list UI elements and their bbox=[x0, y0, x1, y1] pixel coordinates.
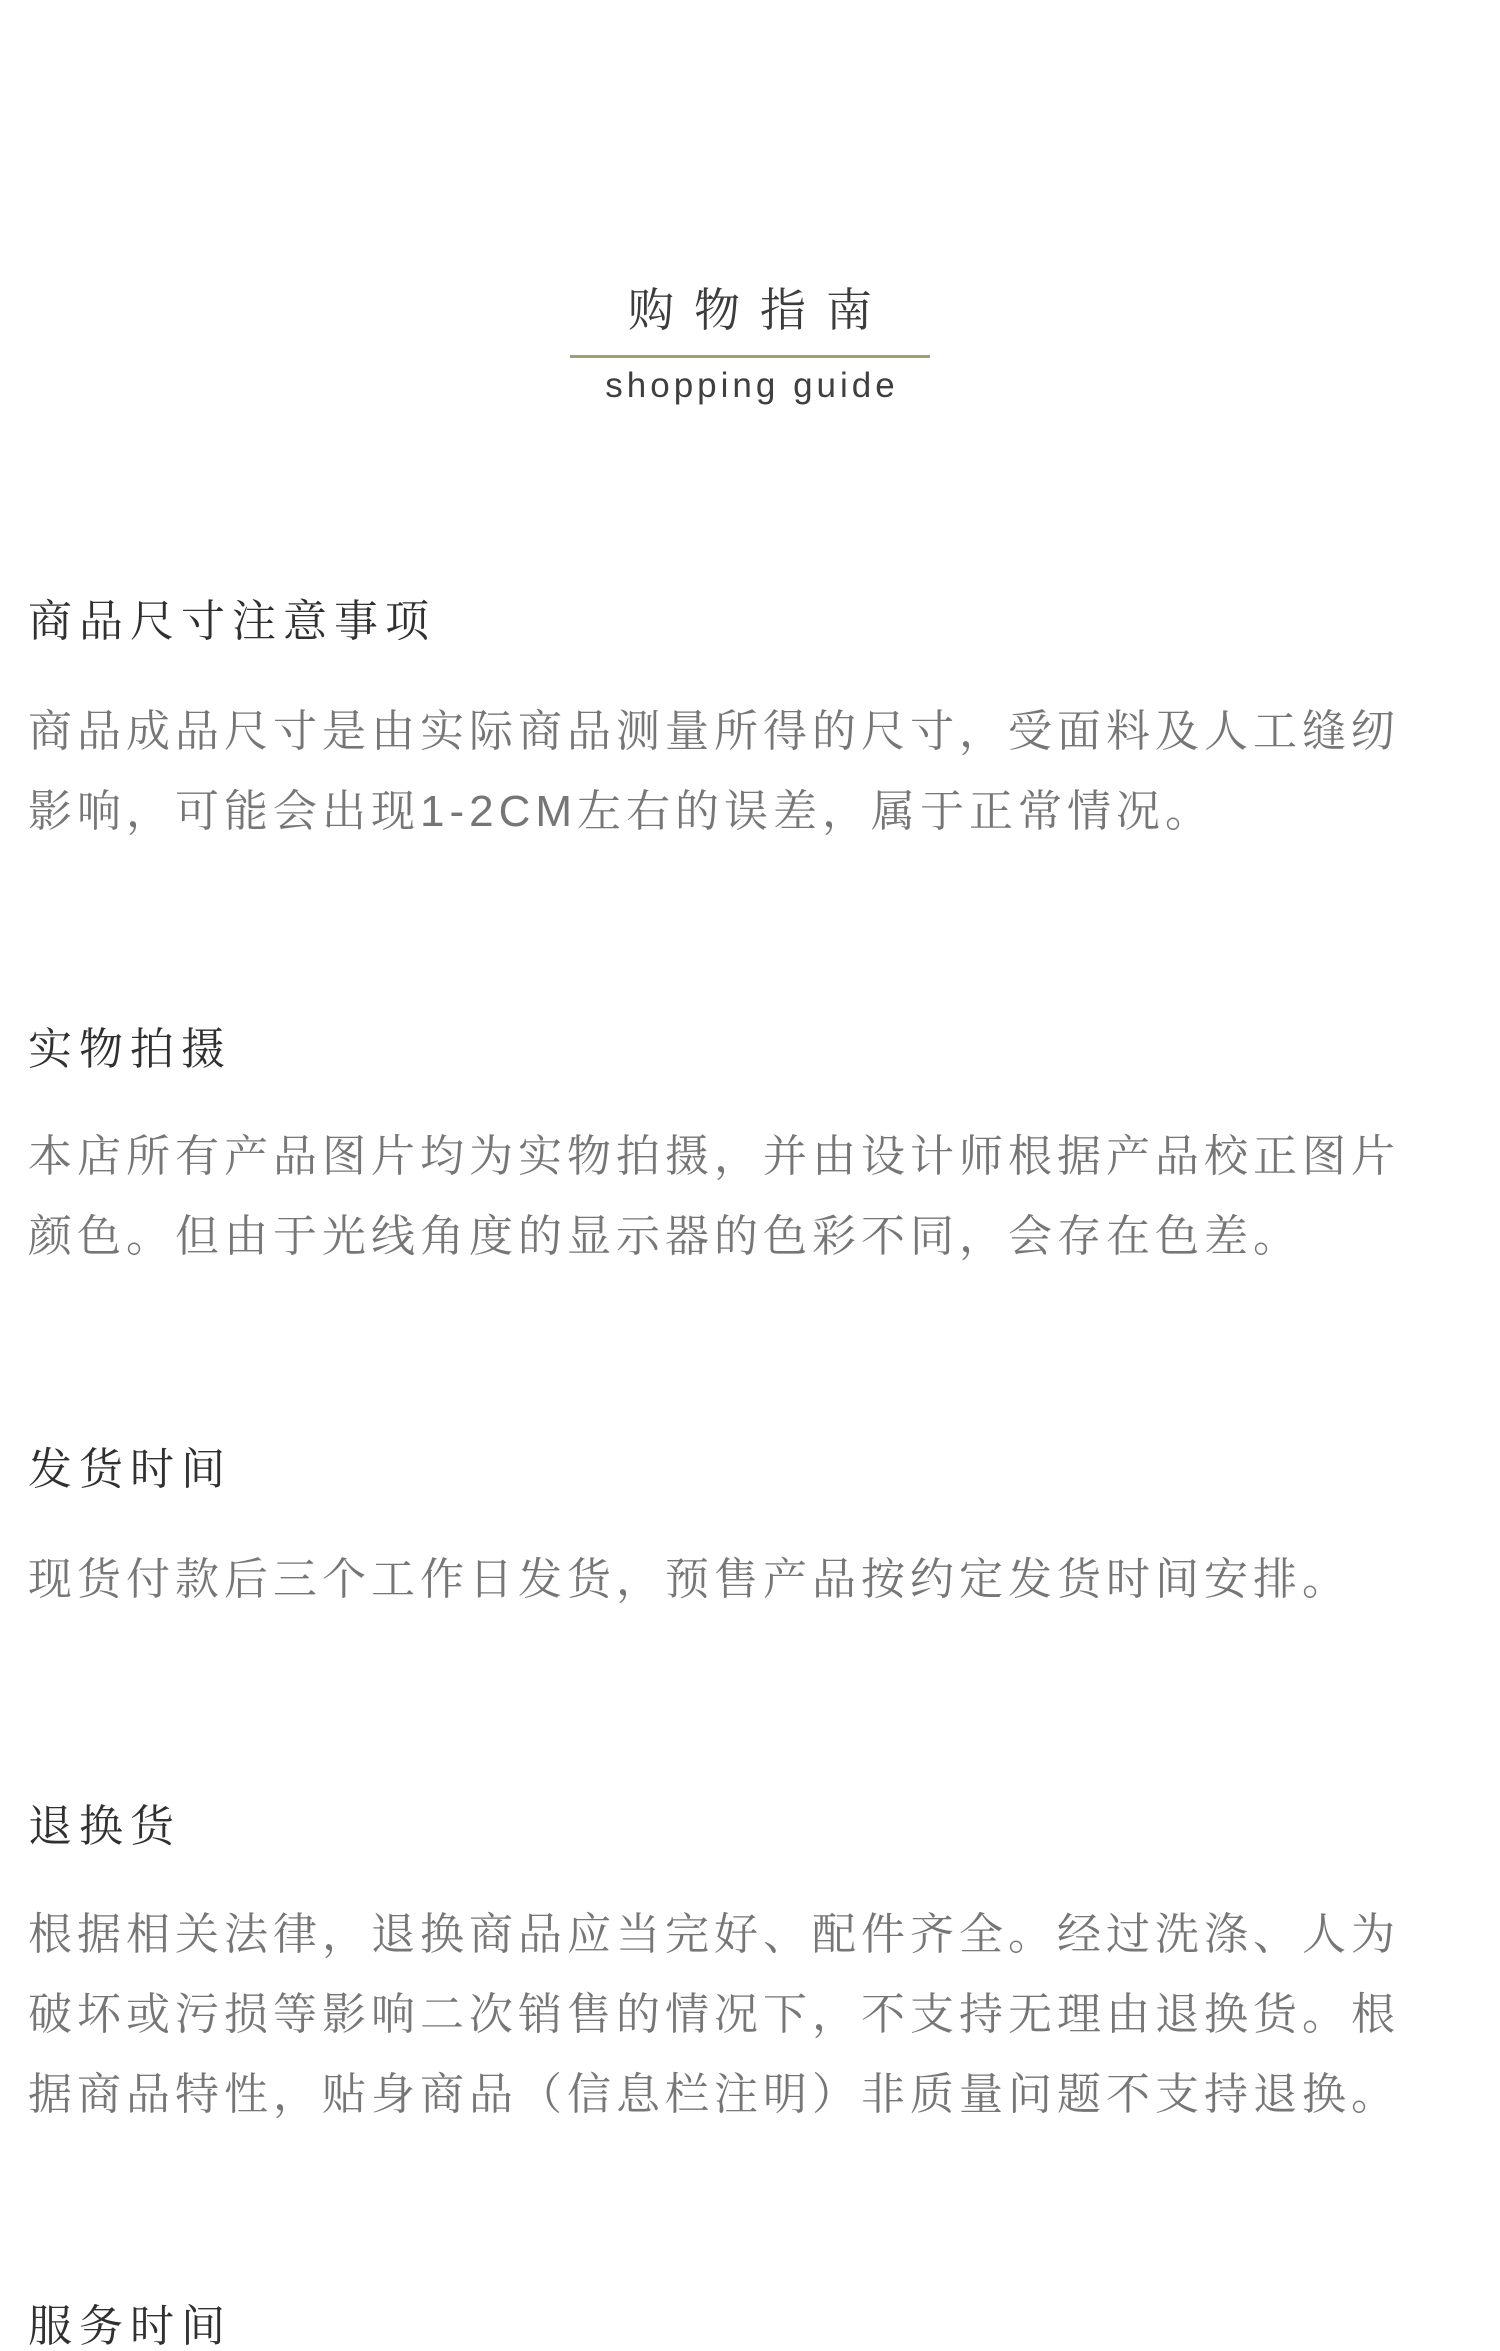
paragraph-line: 据商品特性，贴身商品（信息栏注明）非质量问题不支持退换。 bbox=[28, 2070, 1400, 2119]
title-divider-line bbox=[570, 355, 930, 358]
section-heading-size-notes: 商品尺寸注意事项 bbox=[28, 597, 436, 646]
paragraph-line: 颜色。但由于光线角度的显示器的色彩不同，会存在色差。 bbox=[28, 1212, 1302, 1261]
section-paragraph-returns bbox=[28, 1895, 1400, 2135]
paragraph-line: 根据相关法律，退换商品应当完好、配件齐全。经过洗涤、人为 bbox=[28, 1910, 1400, 1959]
section-heading-shipping-time: 发货时间 bbox=[28, 1445, 232, 1494]
paragraph-line: 现货付款后三个工作日发货，预售产品按约定发货时间安排。 bbox=[28, 1555, 1351, 1604]
page-subtitle: shopping guide bbox=[605, 366, 899, 405]
paragraph-line: 破坏或污损等影响二次销售的情况下，不支持无理由退换货。根 bbox=[28, 1990, 1400, 2039]
section-heading-returns: 退换货 bbox=[28, 1802, 181, 1851]
section-paragraph-shipping-time bbox=[28, 1540, 1351, 1620]
section-paragraph-size-notes bbox=[28, 692, 1400, 852]
paragraph-line: 商品成品尺寸是由实际商品测量所得的尺寸，受面料及人工缝纫 bbox=[28, 707, 1400, 756]
section-paragraph-real-photos bbox=[28, 1117, 1400, 1277]
section-heading-service-hours: 服务时间 bbox=[28, 2302, 232, 2351]
page-title: 购物指南 bbox=[628, 284, 892, 336]
paragraph-line: 影响，可能会出现1-2CM左右的误差，属于正常情况。 bbox=[28, 787, 1215, 836]
section-heading-real-photos: 实物拍摄 bbox=[28, 1025, 232, 1074]
paragraph-line: 本店所有产品图片均为实物拍摄，并由设计师根据产品校正图片 bbox=[28, 1132, 1400, 1181]
